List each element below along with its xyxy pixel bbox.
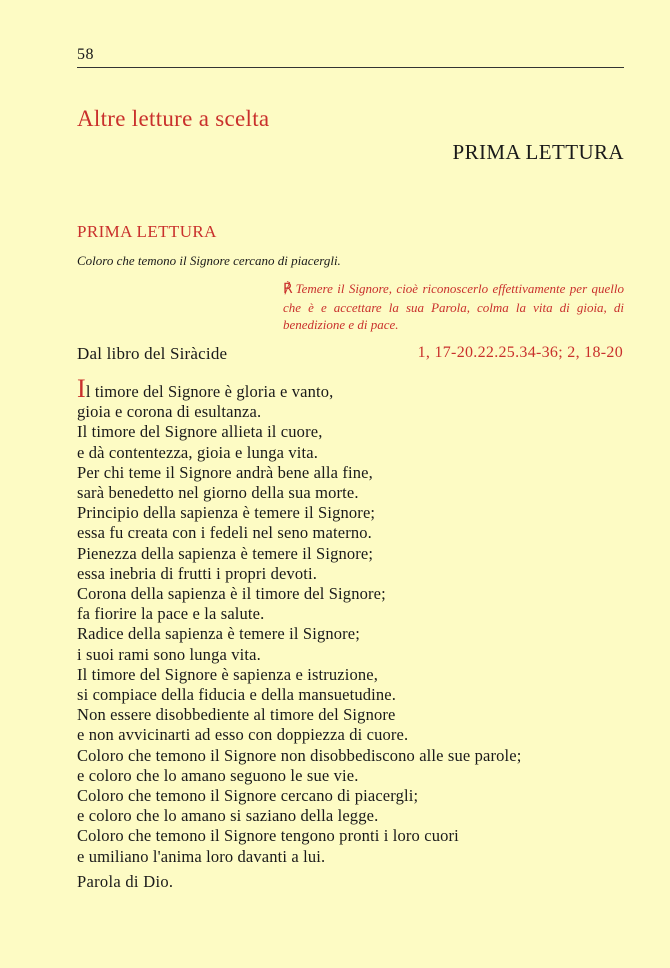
reading-line: e non avvicinarti ad esso con doppiezza di cuore. — [77, 725, 409, 745]
reading-line: Pienezza della sapienza è temere il Signore; — [77, 543, 374, 563]
reading-line: Il timore del Signore allieta il cuore, — [77, 422, 323, 442]
header-rule — [77, 67, 624, 68]
reading-line: Principio della sapienza è temere il Signore; — [77, 503, 376, 523]
reading-line: essa fu creata con i fedeli nel seno materno. — [77, 523, 372, 543]
scripture-reference: 1, 17-20.22.25.34-36; 2, 18-20 — [417, 344, 623, 361]
reading-line: fa fiorire la pace e la salute. — [77, 604, 265, 624]
reading-line: sarà benedetto nel giorno della sua morte. — [77, 483, 359, 503]
reading-line: e coloro che lo amano seguono le sue vie. — [77, 765, 359, 785]
commentary-text: Temere il Signore, cioè riconoscerlo effettivamente per quello che è e accettare la sua Parola, colma la vita di gioia, di benedizione e di pace. — [283, 281, 624, 332]
reading-line: Corona della sapienza è il timore del Signore; — [77, 584, 386, 604]
page-number: 58 — [77, 46, 94, 63]
reading-line: Radice della sapienza è temere il Signore; — [77, 624, 361, 644]
reading-line: Per chi teme il Signore andrà bene alla fine, — [77, 462, 373, 482]
reading-line: e coloro che lo amano si saziano della legge. — [77, 806, 379, 826]
first-line-text: l timore del Signore è gloria e vanto, — [85, 382, 334, 401]
drop-cap: I — [77, 374, 86, 403]
reading-text — [77, 374, 627, 867]
reading-line: essa inebria di frutti i propri devoti. — [77, 563, 317, 583]
reading-line: Il timore del Signore è sapienza e istruzione, — [77, 664, 379, 684]
book-title: Dal libro del Siràcide — [77, 344, 228, 363]
reading-line — [77, 374, 627, 403]
reading-line: Coloro che temono il Signore tengono pronti i loro cuori — [77, 826, 459, 846]
reading-line: i suoi rami sono lunga vita. — [77, 644, 261, 664]
reading-line: Non essere disobbediente al timore del Signore — [77, 705, 396, 725]
reading-line: gioia e corona di esultanza. — [77, 402, 262, 422]
reading-line: e dà contentezza, gioia e lunga vita. — [77, 442, 319, 462]
reading-line: Coloro che temono il Signore cercano di piacergli; — [77, 786, 419, 806]
reading-heading: PRIMA LETTURA — [452, 140, 624, 164]
response-symbol: ℟ — [283, 282, 293, 297]
section-title: Altre letture a scelta — [77, 106, 270, 131]
antiphon: Coloro che temono il Signore cercano di piacergli. — [77, 253, 341, 268]
closing-acclamation: Parola di Dio. — [77, 872, 174, 891]
reading-line: e umiliano l'anima loro davanti a lui. — [77, 846, 326, 866]
reading-line: Coloro che temono il Signore non disobbediscono alle sue parole; — [77, 745, 522, 765]
commentary — [283, 280, 624, 334]
reading-label: PRIMA LETTURA — [77, 222, 217, 241]
reading-line: si compiace della fiducia e della mansuetudine. — [77, 685, 397, 705]
